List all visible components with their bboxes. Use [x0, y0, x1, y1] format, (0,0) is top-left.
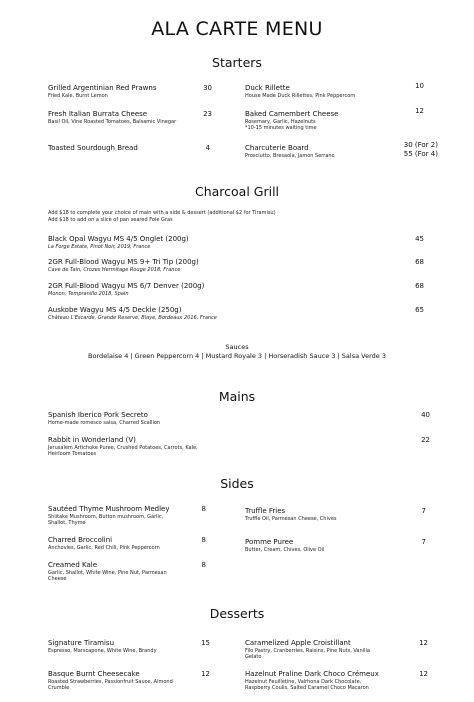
item-desc: Espresso, Marscapone, White Wine, Brandy — [48, 648, 157, 654]
item-price: 15 — [201, 639, 210, 647]
item-name: 2GR Full-Blood Wagyu MS 6/7 Denver (200g) — [48, 282, 205, 290]
item-price: 40 — [421, 411, 430, 419]
item-wine-pairing: Monon, Tempranillo 2018, Spain — [48, 291, 129, 297]
item-desc: Butter, Cream, Chives, Olive Oil — [245, 547, 325, 553]
item-price: 68 — [415, 282, 424, 290]
item-desc: Truffle Oil, Parmesan Cheese, Chives — [245, 516, 337, 522]
grill-addon-note: Add $18 to complete your choice of main with a side & dessert (additional $2 for Tiramisu) — [48, 210, 276, 216]
item-desc: Filo Pastry, Cranberries, Raisins, Pine Nuts, Vanilla — [245, 648, 370, 654]
item-wine-pairing: La Forge Estate, Pinot Noir, 2019, France — [48, 244, 151, 250]
item-name: Charred Broccolini — [48, 536, 113, 544]
item-name: 2GR Full-Blood Wagyu MS 9+ Tri Tip (200g) — [48, 258, 199, 266]
item-desc: Roasted Strawberries, Passionfruit Sauce, Almond — [48, 679, 173, 685]
item-name: Black Opal Wagyu MS 4/5 Onglet (200g) — [48, 235, 189, 243]
item-price: 4 — [205, 144, 210, 152]
sauces-list: Bordelaise 4 | Green Peppercorn 4 | Mustard Royale 3 | Horseradish Sauce 3 | Salsa Verde 3 — [88, 352, 386, 360]
item-price: 65 — [415, 306, 424, 314]
sauces-label: Sauces — [225, 343, 249, 351]
item-wine-pairing: Château L'Escarde, Grande Reserve, Blaye, Bordeaux 2016, France — [48, 315, 217, 321]
item-desc: Prosciutto, Bresaola, Jamon Serrano — [245, 153, 335, 159]
item-name: Basque Burnt Cheesecake — [48, 670, 140, 678]
item-name: Charcuterie Board — [245, 144, 309, 152]
section-heading-desserts: Desserts — [209, 606, 265, 621]
section-heading-sides: Sides — [220, 476, 254, 491]
item-desc-line2: Crumble — [48, 685, 70, 691]
item-price: 12 — [415, 107, 424, 115]
item-name: Duck Rillette — [245, 84, 290, 92]
item-name: Toasted Sourdough Bread — [48, 144, 138, 152]
item-wine-pairing: Cave de Tain, Crozes Hermitage Rouge 2018, France — [48, 267, 181, 273]
item-name: Sautéed Thyme Mushroom Medley — [48, 505, 170, 513]
item-price: 7 — [421, 507, 426, 515]
item-desc-line2: Shallot, Thyme — [48, 520, 86, 526]
item-price: 8 — [201, 536, 206, 544]
item-name: Spanish Iberico Pork Secreto — [48, 411, 148, 419]
item-name: Creamed Kale — [48, 561, 98, 569]
item-desc: Hazelnut Feuilletine, Valrhona Dark Chocolate, — [245, 679, 362, 685]
item-name: Pomme Puree — [245, 538, 294, 546]
section-heading-starters: Starters — [212, 55, 262, 70]
item-price: 45 — [415, 235, 424, 243]
item-desc-line2: Raspberry Coulis, Salted Caramel Choco Macaron — [245, 685, 369, 691]
item-name: Hazelnut Praline Dark Choco Crémeux — [245, 670, 379, 678]
item-price: 7 — [421, 538, 426, 546]
item-name: Fresh Italian Burrata Cheese — [48, 110, 148, 118]
item-desc: House Made Duck Rillettes, Pink Peppercorn — [245, 93, 356, 99]
item-price: 8 — [201, 505, 206, 513]
grill-foie-gras-note: Add $18 to add on a slice of pan seared Foie Gras — [48, 217, 173, 223]
item-price: 22 — [421, 436, 430, 444]
item-name: Signature Tiramisu — [48, 639, 115, 647]
item-price-large: 55 (For 4) — [403, 150, 438, 158]
item-desc: Shiitake Mushroom, Button mushroom, Garlic, — [48, 514, 164, 520]
item-desc: Basil Oil, Vine Roasted Tomatoes, Balsamic Vinegar — [48, 119, 177, 125]
item-name: Caramelized Apple Croistillant — [245, 639, 351, 647]
section-heading-mains: Mains — [218, 389, 256, 404]
item-price: 23 — [203, 110, 212, 118]
item-desc-line2: Heirloom Tomatoes — [48, 451, 97, 457]
item-desc-line2: Gelato — [245, 654, 262, 660]
item-price: 12 — [419, 670, 428, 678]
item-name: Baked Camembert Cheese — [245, 110, 339, 118]
section-heading-charcoal-grill: Charcoal Grill — [194, 184, 280, 199]
item-name: Truffle Fries — [245, 507, 286, 515]
item-desc: Anchovies, Garlic, Red Chili, Pink Peppercorn — [48, 545, 160, 551]
item-price: 12 — [201, 670, 210, 678]
item-desc-line2: Cheese — [48, 576, 67, 582]
item-price: 30 (For 2) — [403, 141, 438, 149]
item-name: Rabbit in Wonderland (V) — [48, 436, 136, 444]
item-price: 30 — [203, 84, 212, 92]
item-name: Auskobe Wagyu MS 4/5 Deckle (250g) — [48, 306, 182, 314]
item-price: 10 — [415, 82, 424, 90]
item-price: 8 — [201, 561, 206, 569]
item-price: 68 — [415, 258, 424, 266]
item-name: Grilled Argentinian Red Prawns — [48, 84, 157, 92]
menu-title: ALA CARTE MENU — [151, 18, 323, 40]
item-desc: Jerusalem Artichoke Puree, Crushed Potatoes, Carrots, Kale, — [48, 445, 198, 451]
item-desc-note: *10-15 minutes waiting time — [245, 125, 317, 131]
item-desc: Rosemary, Garlic, Hazelnuts — [245, 119, 316, 125]
item-desc: Home-made romesco salsa, Charred Scallion — [48, 420, 161, 426]
item-price: 12 — [419, 639, 428, 647]
item-desc: Fried Kale, Burnt Lemon — [48, 93, 108, 99]
item-desc: Garlic, Shallot, White Wine, Pine Nut, Parmesan — [48, 570, 167, 576]
